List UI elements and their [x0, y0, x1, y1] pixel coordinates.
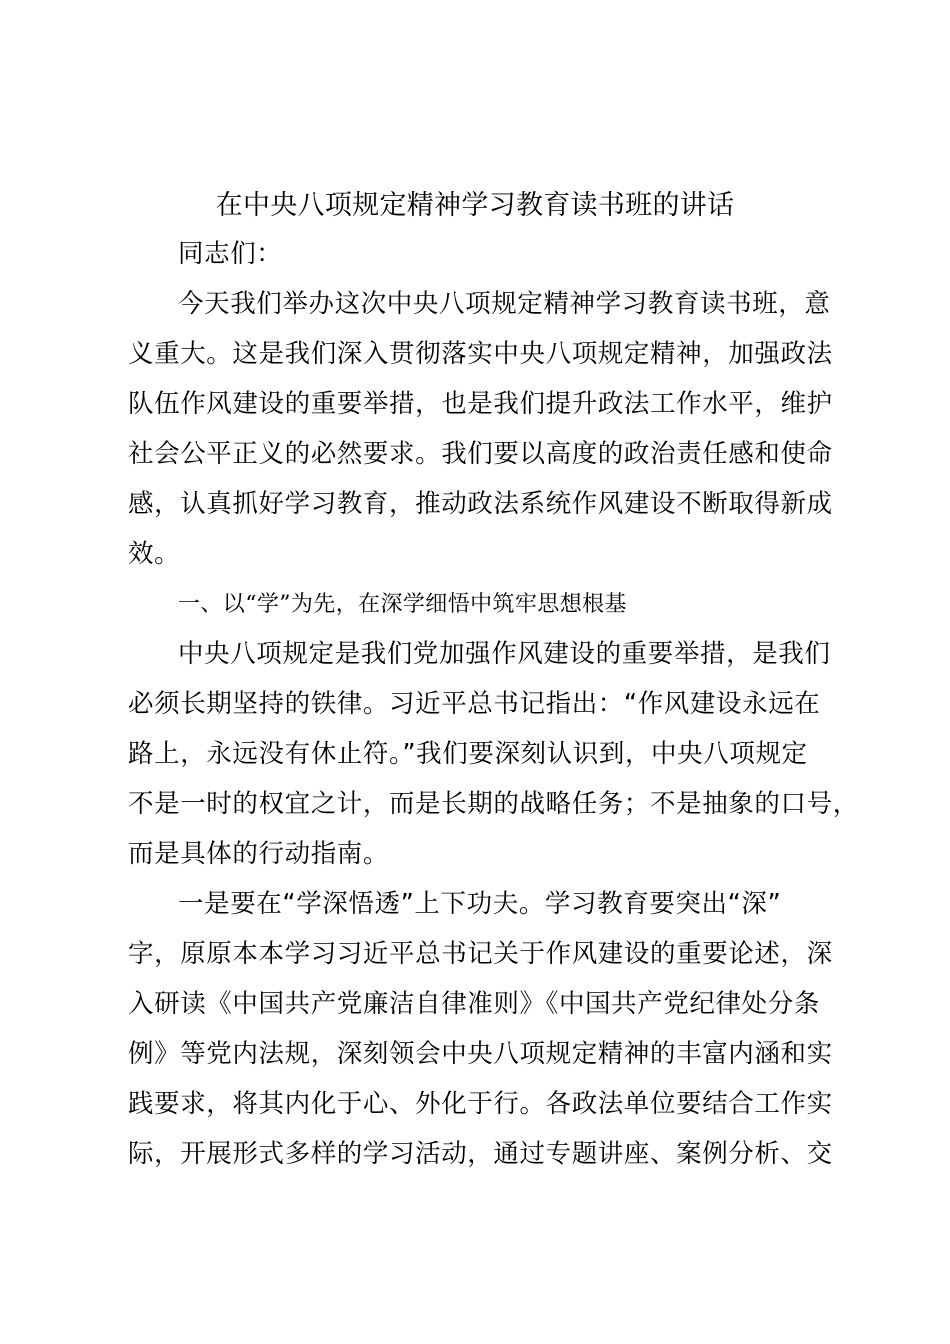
paragraph-3-line: 一是要在“学深悟透”上下功夫。学习教育要突出“深” [178, 889, 782, 919]
paragraph-1-line: 义重大。这是我们深入贯彻落实中央八项规定精神，加强政法 [128, 339, 833, 369]
paragraph-1-line: 感，认真抓好学习教育，推动政法系统作风建设不断取得新成 [128, 489, 833, 519]
paragraph-2-line: 而是具体的行动指南。 [128, 839, 390, 869]
paragraph-2-line: 必须长期坚持的铁律。习近平总书记指出：“作风建设永远在 [128, 689, 821, 719]
paragraph-2-line: 路上，永远没有休止符。”我们要深刻认识到，中央八项规定 [128, 739, 808, 769]
salutation: 同志们： [178, 239, 283, 269]
paragraph-3-line: 字，原原本本学习习近平总书记关于作风建设的重要论述，深 [128, 939, 833, 969]
paragraph-1-line: 效。 [128, 539, 181, 569]
paragraph-2-line: 不是一时的权宜之计，而是长期的战略任务；不是抽象的口号， [128, 789, 859, 819]
paragraph-3-line: 际，开展形式多样的学习活动，通过专题讲座、案例分析、交 [128, 1139, 833, 1169]
paragraph-1-line: 社会公平正义的必然要求。我们要以高度的政治责任感和使命 [128, 439, 833, 469]
paragraph-2-line: 中央八项规定是我们党加强作风建设的重要举措，是我们 [178, 639, 831, 669]
paragraph-3-line: 践要求，将其内化于心、外化于行。各政法单位要结合工作实 [128, 1089, 833, 1119]
section-1-heading: 一、以“学”为先，在深学细悟中筑牢思想根基 [178, 592, 627, 617]
document-title: 在中央八项规定精神学习教育读书班的讲话 [215, 190, 735, 221]
paragraph-3-line: 例》等党内法规，深刻领会中央八项规定精神的丰富内涵和实 [128, 1039, 833, 1069]
paragraph-3-line: 入研读《中国共产党廉洁自律准则》《中国共产党纪律处分条 [128, 989, 820, 1019]
paragraph-1-line: 队伍作风建设的重要举措，也是我们提升政法工作水平，维护 [128, 389, 833, 419]
paragraph-1-line: 今天我们举办这次中央八项规定精神学习教育读书班，意 [178, 289, 831, 319]
